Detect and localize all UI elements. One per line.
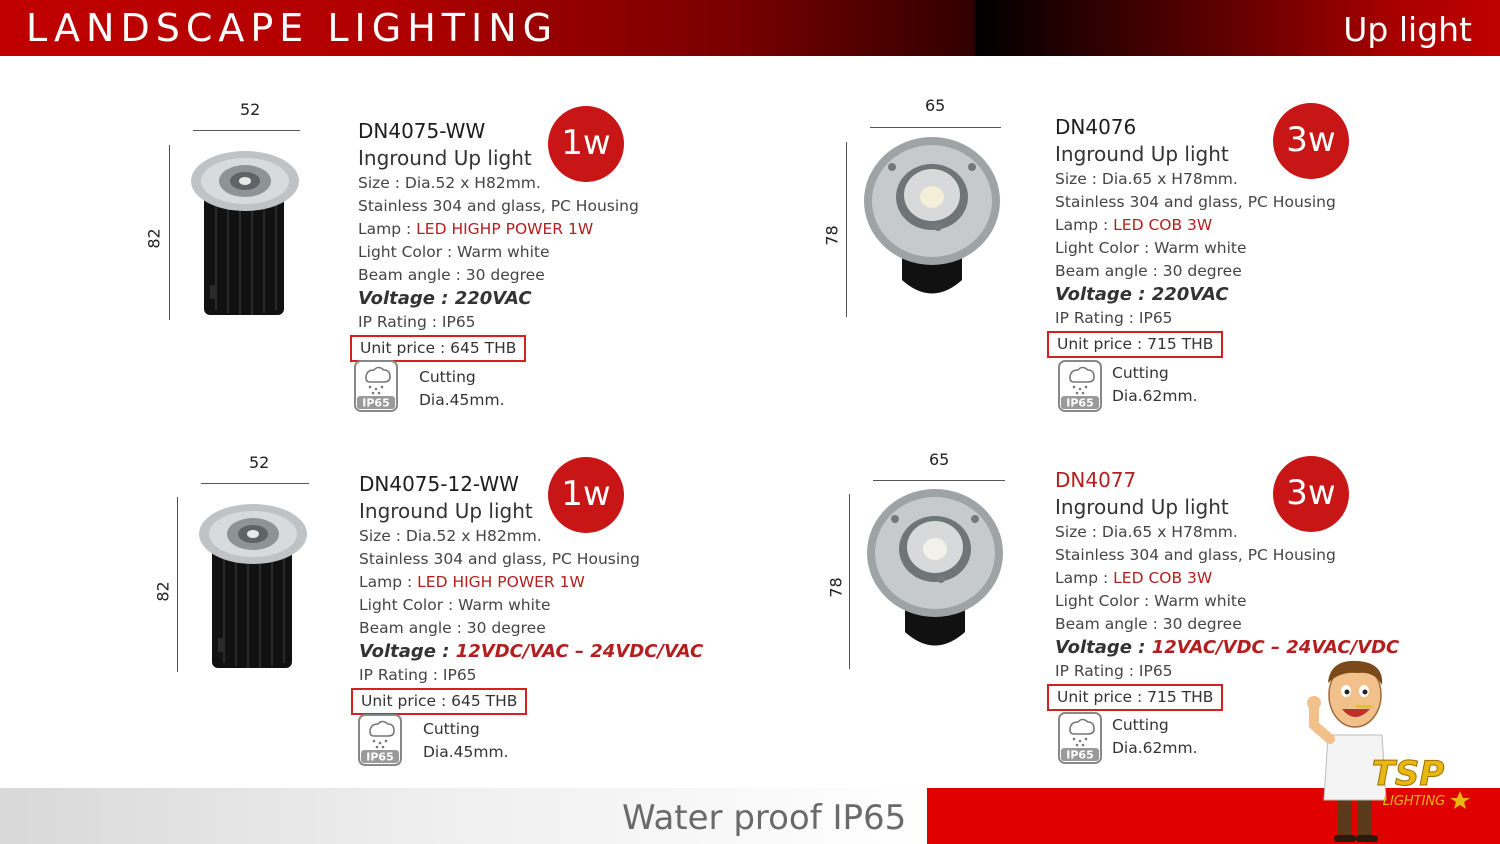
product-size: Size : Dia.65 x H78mm. (1055, 170, 1238, 188)
dimension-line (177, 497, 178, 672)
product-name: Inground Up light (358, 146, 532, 170)
product-code: DN4075-WW (358, 119, 486, 143)
wattage-badge: 3w (1273, 103, 1349, 179)
voltage-value: 220VAC (454, 288, 532, 309)
dimension-line (870, 127, 1001, 128)
dimension-width: 52 (240, 100, 261, 119)
ip-badge-text: IP65 (366, 750, 394, 764)
product-material: Stainless 304 and glass, PC Housing (1055, 193, 1336, 211)
page-title: LANDSCAPE LIGHTING (26, 6, 559, 50)
lamp-value: LED HIGHP POWER 1W (416, 220, 594, 238)
lamp-value: LED COB 3W (1113, 569, 1213, 587)
unit-price: Unit price : 715 THB (1047, 331, 1223, 358)
dimension-height: 78 (822, 225, 842, 246)
ip-badge-text: IP65 (1066, 748, 1094, 762)
ip-badge-text: IP65 (1066, 396, 1094, 410)
dimension-line (169, 145, 170, 320)
dimension-line (193, 130, 300, 131)
product-code: DN4075-12-WW (359, 472, 519, 496)
product-lamp (358, 218, 639, 241)
lamp-value: LED COB 3W (1113, 216, 1213, 234)
product-code: DN4077 (1055, 468, 1137, 492)
cutting-diameter: Dia.45mm. (423, 743, 509, 761)
lamp-value: LED HIGH POWER 1W (417, 573, 585, 591)
cutting-label: Cutting (1112, 364, 1169, 382)
lamp-label: Lamp : (1055, 569, 1114, 587)
product-beam-angle: Beam angle : 30 degree (1055, 262, 1242, 280)
lamp-label: Lamp : (1055, 216, 1114, 234)
product-name: Inground Up light (1055, 142, 1229, 166)
cutting-label: Cutting (423, 720, 480, 738)
uplight-product-image (862, 135, 1012, 305)
tsp-mascot-logo (1300, 655, 1490, 844)
cutting-label: Cutting (419, 368, 476, 386)
product-size: Size : Dia.52 x H82mm. (359, 527, 542, 545)
ip-badge-text: IP65 (362, 396, 390, 410)
cutting-diameter: Dia.62mm. (1112, 739, 1198, 757)
product-beam-angle: Beam angle : 30 degree (358, 266, 545, 284)
voltage-label: Voltage : (1055, 637, 1152, 658)
logo-text: TSP (1371, 754, 1445, 794)
product-ip-rating: IP Rating : IP65 (1055, 662, 1173, 680)
product-ip-rating: IP Rating : IP65 (1055, 309, 1173, 327)
dimension-line (849, 494, 850, 669)
product-light-color: Light Color : Warm white (1055, 592, 1247, 610)
unit-price: Unit price : 715 THB (1047, 684, 1223, 711)
product-voltage (358, 287, 639, 311)
product-voltage (1055, 283, 1336, 307)
product-material: Stainless 304 and glass, PC Housing (1055, 546, 1336, 564)
product-light-color: Light Color : Warm white (358, 243, 550, 261)
product-light-color: Light Color : Warm white (359, 596, 551, 614)
dimension-line (846, 142, 847, 317)
dimension-width: 65 (925, 96, 946, 115)
footer-text: Water proof IP65 (622, 798, 907, 838)
page-subtitle: Up light (1343, 10, 1472, 49)
uplight-product-image (865, 487, 1015, 657)
voltage-label: Voltage : (1055, 284, 1152, 305)
product-name: Inground Up light (1055, 495, 1229, 519)
cutting-label: Cutting (1112, 716, 1169, 734)
voltage-value: 220VAC (1151, 284, 1229, 305)
voltage-label: Voltage : (359, 641, 456, 662)
dimension-line (873, 480, 1005, 481)
wattage-badge: 1w (548, 106, 624, 182)
lamp-label: Lamp : (358, 220, 417, 238)
dimension-line (201, 483, 309, 484)
dimension-width: 52 (249, 453, 270, 472)
product-material: Stainless 304 and glass, PC Housing (358, 197, 639, 215)
ip65-waterproof-icon (354, 360, 398, 412)
product-voltage (359, 640, 703, 664)
product-light-color: Light Color : Warm white (1055, 239, 1247, 257)
uplight-product-image (190, 145, 330, 320)
product-beam-angle: Beam angle : 30 degree (359, 619, 546, 637)
lamp-label: Lamp : (359, 573, 418, 591)
wattage-badge: 3w (1273, 456, 1349, 532)
unit-price: Unit price : 645 THB (350, 335, 526, 362)
cutting-diameter: Dia.62mm. (1112, 387, 1198, 405)
voltage-value: 12VDC/VAC – 24VDC/VAC (455, 641, 704, 662)
product-material: Stainless 304 and glass, PC Housing (359, 550, 640, 568)
ip65-waterproof-icon (358, 714, 402, 766)
product-name: Inground Up light (359, 499, 533, 523)
ip65-waterproof-icon (1058, 360, 1102, 412)
product-ip-rating: IP Rating : IP65 (358, 313, 476, 331)
product-ip-rating: IP Rating : IP65 (359, 666, 477, 684)
cutting-diameter: Dia.45mm. (419, 391, 505, 409)
product-size: Size : Dia.65 x H78mm. (1055, 523, 1238, 541)
product-code: DN4076 (1055, 115, 1137, 139)
logo-subtext: LIGHTING (1382, 794, 1446, 809)
dimension-height: 82 (144, 228, 164, 249)
dimension-height: 82 (153, 581, 173, 602)
product-lamp (359, 571, 703, 594)
unit-price: Unit price : 645 THB (351, 688, 527, 715)
voltage-value: 12VAC/VDC – 24VAC/VDC (1151, 637, 1400, 658)
product-lamp (1055, 214, 1336, 237)
wattage-badge: 1w (548, 457, 624, 533)
dimension-height: 78 (826, 577, 846, 598)
voltage-label: Voltage : (358, 288, 455, 309)
product-size: Size : Dia.52 x H82mm. (358, 174, 541, 192)
uplight-product-image (198, 498, 338, 673)
ip65-waterproof-icon (1058, 712, 1102, 764)
product-lamp (1055, 567, 1399, 590)
product-beam-angle: Beam angle : 30 degree (1055, 615, 1242, 633)
dimension-width: 65 (929, 450, 950, 469)
